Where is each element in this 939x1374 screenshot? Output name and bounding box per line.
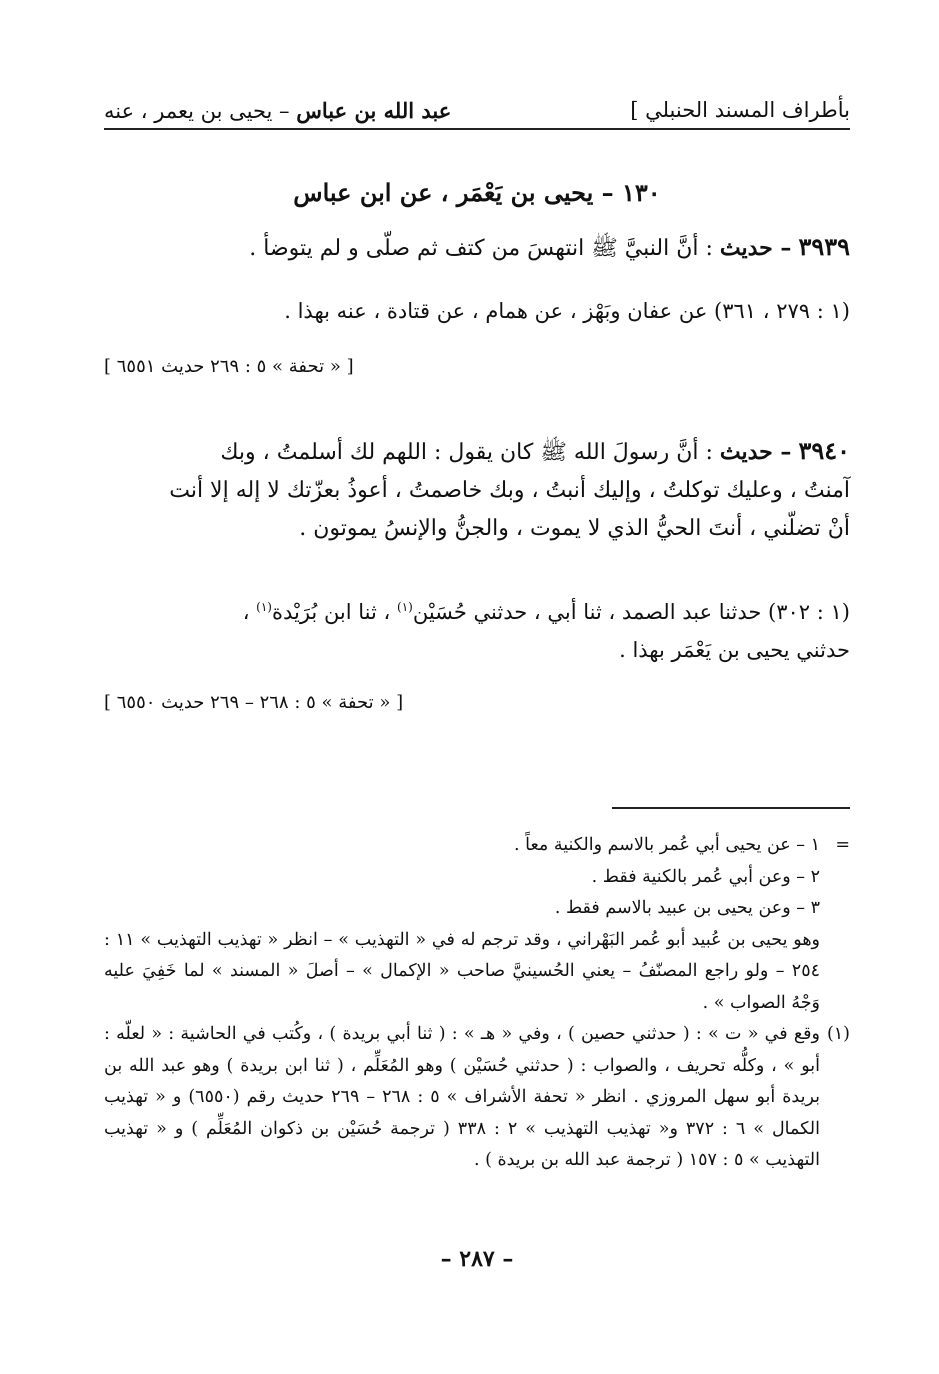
hadith-text-line-2: آمنتُ ، وعليك توكلتُ ، وإليك أنبتُ ، وبك خاصمتُ ، أعوذُ بعزّتك لا إله إلا أنت — [169, 478, 850, 503]
footnotes — [104, 830, 850, 1177]
footnote-1-mark: (١) — [826, 1024, 850, 1044]
hadith-number: ٣٩٤٠ — [798, 436, 850, 465]
header-book-title: بأطراف المسند الحنبلي ] — [630, 98, 850, 122]
footnote-continuation-paragraph: وهو يحيى بن عُبيد أبو عُمر البَهْراني ، وقد ترجم له في « التهذيب » – انظر « تهذيب التهذيب » ١١ : ٢٥٤ – ولو راجع المصنّفُ – يعني الحُسينيَّ صاحب « الإكمال » – أصلَ « المسند » لما خَفِيَ عليه وَجْهُ الصواب » . — [104, 929, 820, 1013]
footnote-ref: (١) — [397, 600, 413, 614]
hadith-3940 — [104, 432, 850, 548]
source-part-a: (١ : ٣٠٢) حدثنا عبد الصمد ، ثنا أبي ، حدثني حُسَيْن — [412, 600, 850, 624]
hadith-number: ٣٩٣٩ — [798, 232, 850, 261]
running-header — [104, 96, 850, 136]
hadith-text-line-3: أنْ تضلّني ، أنتَ الحيُّ الذي لا يموت ، والجنُّ والإنسُ يموتون . — [299, 516, 850, 541]
footnote-continuation-line: = ١ – عن يحيى أبي عُمر بالاسم والكنية معاً . — [104, 830, 850, 862]
footnote-ref: (١) — [256, 600, 272, 614]
hadith-text: : أنَّ النبيَّ ﷺ انتهسَ من كتف ثم صلّى و لم يتوضأ . — [249, 236, 713, 261]
header-chapter-bold: عبد الله بن عباس — [296, 98, 452, 123]
hadith-3940-source — [104, 588, 850, 669]
continuation-mark: = — [835, 835, 850, 855]
section-title: ١٣٠ – يحيى بن يَعْمَر ، عن ابن عباس — [293, 178, 661, 207]
hadith-line-1 — [104, 432, 850, 472]
hadith-3939 — [104, 228, 850, 268]
hadith-3939-source: (١ : ٢٧٩ ، ٣٦١) عن عفان وبَهْز ، عن همام ، عن قتادة ، عنه بهذا . — [284, 299, 850, 323]
hadith-label: – حديث — [719, 235, 792, 261]
source-part-c: ، — [242, 600, 257, 624]
footnote-1 — [104, 1019, 850, 1177]
hadith-3939-reference: [ « تحفة » ٥ : ٢٦٩ حديث ٦٥٥١ ] — [104, 356, 354, 377]
header-chapter-rest: – يحيى بن يعمر ، عنه — [104, 99, 290, 123]
source-line-2: حدثني يحيى بن يَعْمَر بهذا . — [619, 638, 850, 662]
footnote-divider — [612, 807, 850, 809]
header-divider — [104, 128, 850, 130]
footnote-continuation-line: ٢ – وعن أبي عُمر بالكنية فقط . — [591, 866, 820, 887]
hadith-3940-reference: [ « تحفة » ٥ : ٢٦٨ – ٢٦٩ حديث ٦٥٥٠ ] — [104, 692, 404, 713]
page-number: – ٢٨٧ – — [440, 1246, 514, 1272]
footnote-1-text: وقع في « ت » : ( حدثني حصين ) ، وفي « هـ » : ( ثنا أبي بريدة ) ، وكُتب في الحاشية : « لعلّه : أبو » ، وكلُّه تحريف ، والصواب : ( حدثني حُسَيْن ) وهو المُعَلِّم ، ( ثنا ابن بريدة ) وهو عبد الله بن بريدة أبو سهل المروزي . انظر « تحفة الأشراف » ٥ : ٢٦٨ – ٢٦٩ حديث رقم (٦٥٥٠) و « تهذيب الكمال » ٦ : ٣٧٢ و« تهذيب التهذيب » ٢ : ٣٣٨ ( ترجمة حُسَيْن بن ذكوان المُعَلِّم ) و « تهذيب التهذيب » ٥ : ١٥٧ ( ترجمة عبد الله بن بريدة ) . — [104, 1024, 820, 1170]
hadith-text-line-1: : أنَّ رسولَ الله ﷺ كان يقول : اللهم لك أسلمتُ ، وبك — [220, 440, 713, 465]
source-line-1 — [104, 588, 850, 631]
hadith-label: – حديث — [719, 439, 792, 465]
source-part-b: ، ثنا ابن بُرَيْدة — [271, 600, 397, 624]
header-chapter-title — [104, 98, 451, 123]
footnote-continuation-line: ٣ – وعن يحيى بن عبيد بالاسم فقط . — [554, 898, 820, 918]
